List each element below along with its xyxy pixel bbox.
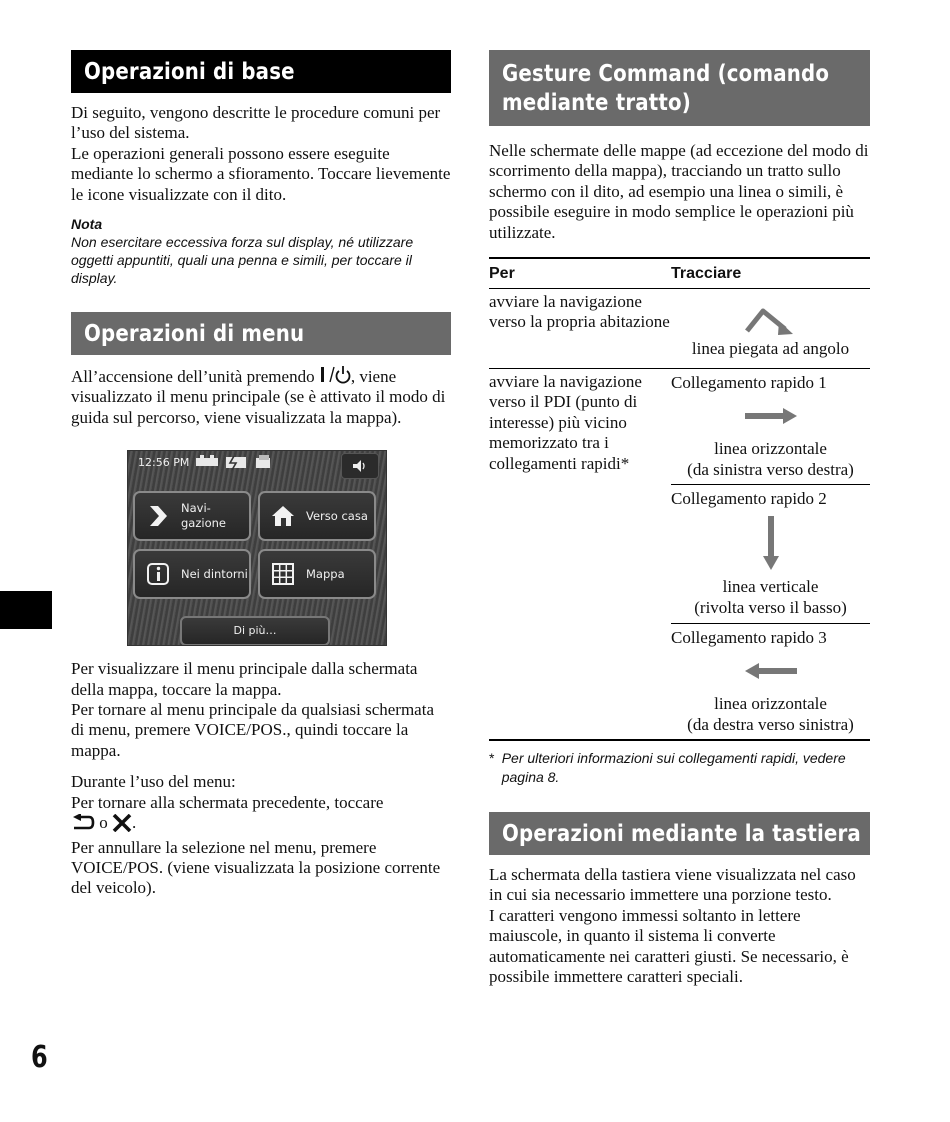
menu-tile-map[interactable] [258, 549, 376, 599]
table-row [489, 368, 870, 739]
grid-map-icon [268, 559, 298, 589]
arrow-left-icon [671, 648, 870, 694]
section-tab-marker [0, 591, 52, 629]
left-column [71, 50, 451, 899]
keyboard-paragraph-2: I caratteri vengono immessi soltanto in lettere maiuscole, in quanto il sistema li converte automaticamente nei caratteri giusti. Se necessario, è possibile immettere caratteri speciali. [489, 905, 849, 987]
chevron-right-icon [143, 501, 173, 531]
menu-tile-nearby[interactable] [133, 549, 251, 599]
menu-paragraph-1-end: , viene visualizzato il menu principale (se è attivato il modo di guida sul percorso, viene visualizzata la mappa). [71, 367, 446, 427]
arrow-down-icon [671, 509, 870, 577]
tile-label: Navi- gazione [181, 501, 226, 531]
right-column [489, 50, 870, 987]
power-icon [319, 365, 351, 385]
menu-paragraph-5 [71, 793, 451, 838]
menu-paragraph-4: Durante l’uso del menu: [71, 772, 236, 792]
note-title: Nota [71, 216, 103, 233]
tile-label: Nei dintorni [181, 566, 248, 581]
gesture-caption: linea orizzontale [714, 439, 827, 459]
row-gesture [671, 369, 870, 739]
volume-icon[interactable] [341, 453, 379, 479]
keyboard-paragraph-1: La schermata della tastiera viene visualizzata nel caso in cui sia necessario immettere una porzione testo. [489, 865, 856, 905]
basic-paragraph-2: Le operazioni generali possono essere eseguite mediante lo schermo a sfioramento. Toccare lievemente le icone visualizzate con il dito. [71, 143, 451, 204]
shortcut-label: Collegamento rapido 3 [671, 628, 827, 648]
gesture-caption: linea verticale [722, 577, 819, 597]
gesture-caption-detail: (rivolta verso il basso) [694, 597, 847, 617]
arrow-right-icon [671, 393, 870, 439]
gesture-caption: linea piegata ad angolo [691, 339, 850, 359]
menu-paragraph-2: Per visualizzare il menu principale dalla schermata della mappa, toccare la mappa. [71, 659, 418, 699]
column-header-tracciare: Tracciare [671, 264, 742, 282]
gesture-caption-detail: (da sinistra verso destra) [687, 459, 854, 479]
table-header [489, 259, 870, 289]
footnote-marker: * [489, 750, 495, 767]
clock: 12:56 PM [138, 456, 190, 470]
section-title-gesture: Gesture Command (comando mediante tratto) [489, 50, 870, 126]
section-title-basic: Operazioni di base [71, 50, 451, 93]
gesture-caption-detail: (da destra verso sinistra) [687, 714, 854, 734]
footnote [489, 749, 870, 787]
info-icon [143, 559, 173, 589]
back-icon [71, 814, 95, 837]
section-title-menu: Operazioni di menu [71, 312, 451, 355]
menu-paragraph-1-start: All’accensione dell’unità premendo [71, 367, 319, 387]
main-menu-screenshot [127, 450, 387, 646]
shortcut-label: Collegamento rapido 2 [671, 489, 827, 509]
gesture-paragraph: Nelle schermate delle mappe (ad eccezione del modo di scorrimento della mappa), tracciando un tratto sullo schermo con il dito, ad esempio una linea o simili, è possibile eseguire in modo semplice le operazioni più utilizzate. [489, 141, 869, 242]
column-header-per: Per [489, 264, 515, 282]
back-instruction: Per tornare alla schermata precedente, toccare [71, 792, 384, 812]
row-action: avviare la navigazione verso la propria abitazione [489, 292, 670, 332]
menu-paragraph-3: Per tornare al menu principale da qualsiasi schermata di menu, premere VOICE/POS., quindi toccare la mappa. [71, 700, 434, 760]
footnote-text: Per ulteriori informazioni sui collegamenti rapidi, vedere pagina 8. [501, 750, 846, 786]
menu-tile-navigation[interactable] [133, 491, 251, 541]
basic-paragraph-1: Di seguito, vengono descritte le procedure comuni per l’uso del sistema. [71, 103, 441, 143]
gesture-table [489, 257, 870, 741]
menu-tile-home[interactable] [258, 491, 376, 541]
row-action: avviare la navigazione verso il PDI (punto di interesse) più vicino memorizzato tra i collegamenti rapidi* [489, 372, 642, 473]
angle-arrow-icon [671, 289, 870, 339]
shortcut-1 [671, 369, 870, 484]
row-gesture [671, 289, 870, 368]
menu-paragraph-6: Per annullare la selezione nel menu, premere VOICE/POS. (viene visualizzata la posizione corrente del veicolo). [71, 837, 441, 898]
shortcut-3 [671, 623, 870, 739]
section-title-keyboard: Operazioni mediante la tastiera [489, 812, 870, 855]
page-number: 6 [31, 1040, 48, 1075]
gesture-caption: linea orizzontale [714, 694, 827, 714]
tile-label: Mappa [306, 566, 345, 581]
status-bar [128, 451, 386, 477]
menu-paragraph-1 [71, 365, 451, 428]
tile-label: Verso casa [306, 508, 368, 523]
more-button[interactable]: Di più… [180, 616, 330, 646]
close-icon [112, 814, 132, 837]
table-row [489, 289, 870, 368]
home-icon [268, 501, 298, 531]
note-text: Non esercitare eccessiva forza sul display, né utilizzare oggetti appuntiti, quali una penna e simili, per toccare il display. [71, 234, 414, 287]
shortcut-2 [671, 484, 870, 623]
status-icons [196, 454, 280, 476]
sentence-end: . [132, 813, 137, 833]
or-word: o [99, 813, 108, 833]
shortcut-label: Collegamento rapido 1 [671, 373, 827, 393]
